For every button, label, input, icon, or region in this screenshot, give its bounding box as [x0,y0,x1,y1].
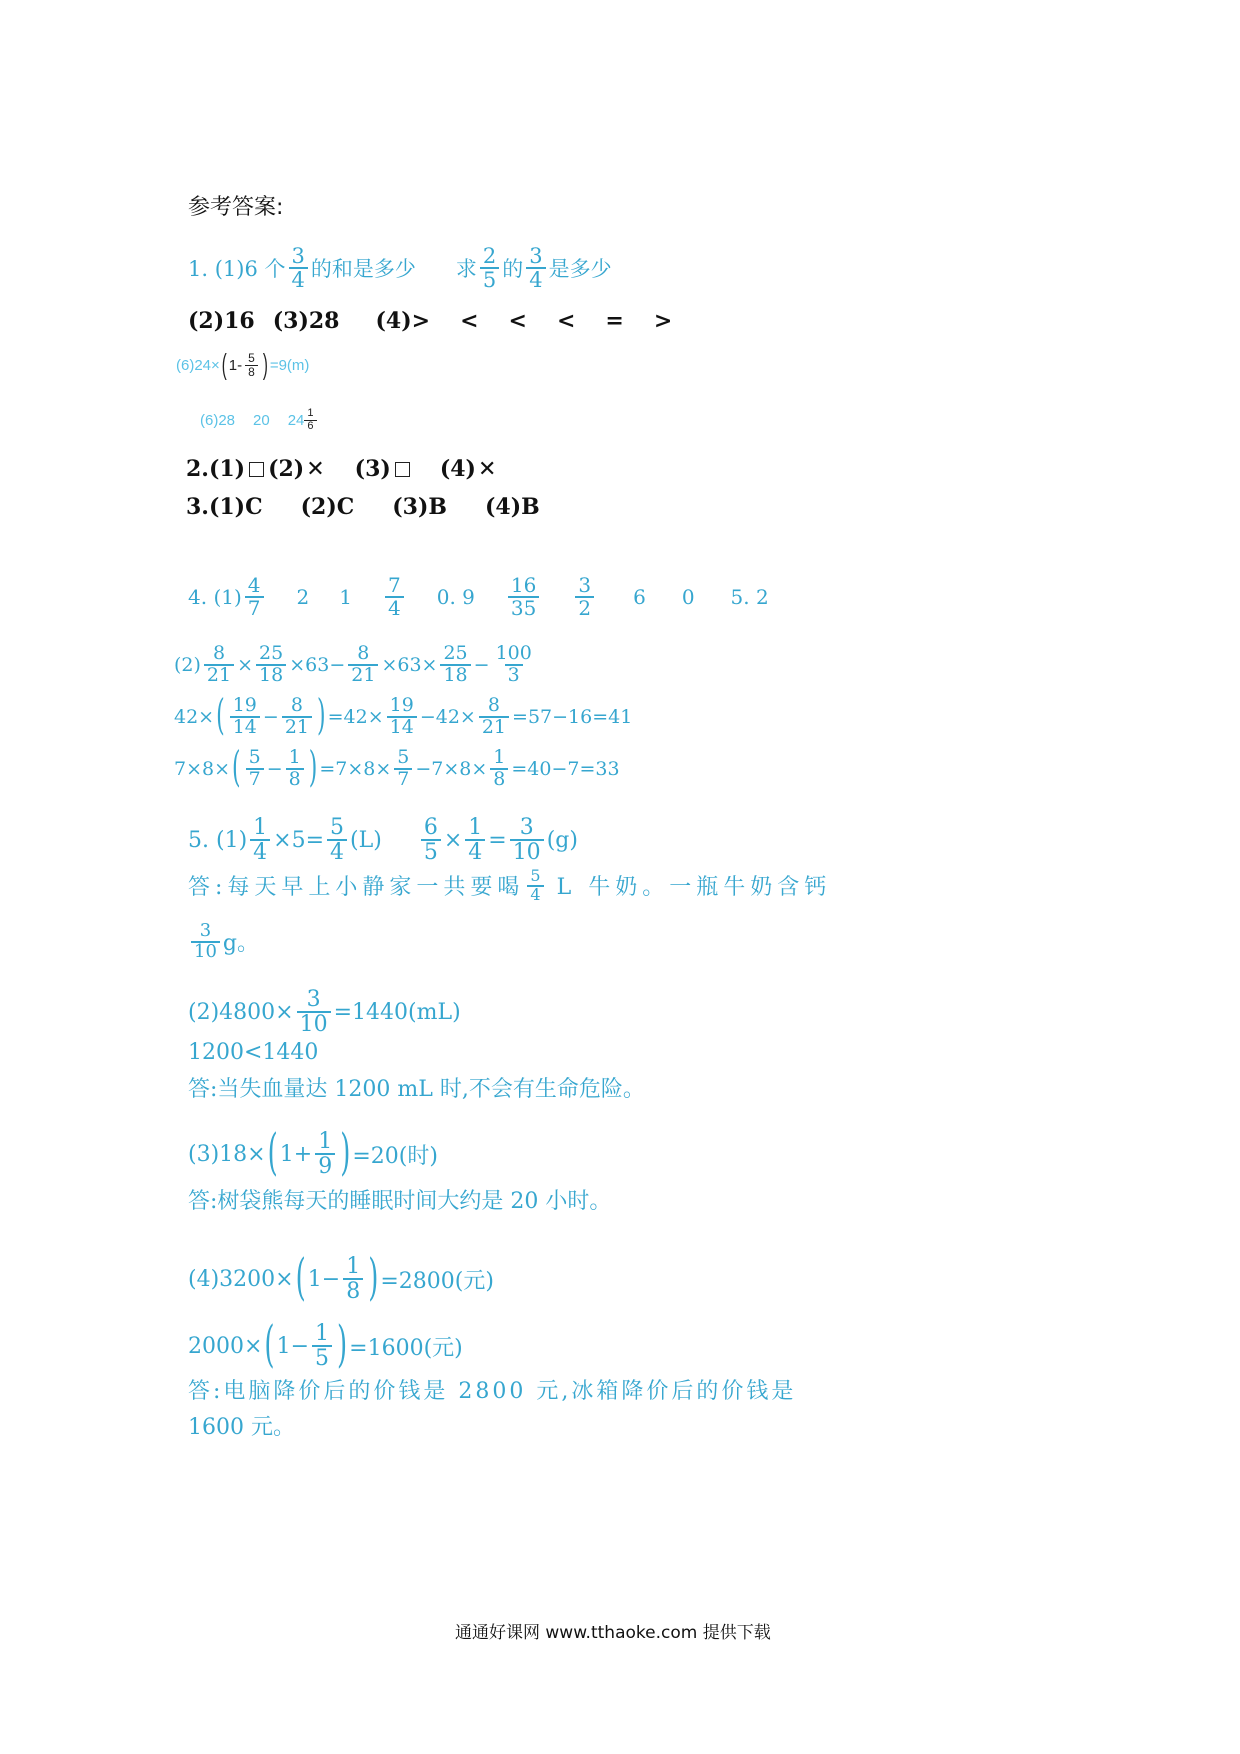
fraction: $\frac{7}{4}$ [385,575,404,619]
fraction: $\frac{25}{18}$ [256,644,286,686]
fraction: $\frac{8}{21}$ [348,644,378,686]
q5-p4-b: =2800(元) [380,1268,494,1294]
q2-3: (3) [354,456,391,482]
q2-2: (2) [268,456,305,482]
paren: ) [368,1250,379,1308]
fraction: $\frac{1}{8}$ [286,748,304,790]
q4-line2: (2) $\frac{8}{21}$ × $\frac{25}{18}$ ×63− $\frac{8}{21}$ ×63× $\frac{25}{18}$ − $\frac{100}{3}$ [174,644,538,686]
q1-ans-3: (3)28 [272,308,340,334]
q5-p2-a: (2)4800× [188,999,294,1025]
paren: ( [216,693,225,741]
q5-p4-d: =1600(元) [349,1335,463,1361]
q5-p4-inner2: 1− [276,1333,310,1359]
q1-sym: < [460,308,479,334]
q5-p3-answer: 答:树袋熊每天的睡眠时间大约是 20 小时。 [188,1189,612,1214]
q3-1: 3.(1)C [186,494,263,520]
q2-1: 2.(1) [186,456,246,482]
q4-l4-op: −7×8× [415,757,488,780]
fraction: $\frac{8}{21}$ [479,696,509,738]
paren: ( [267,1125,278,1183]
q4-l4-prefix: 7×8× [174,757,231,780]
q1-l1-prefix: 1. (1)6 个 [188,257,286,282]
q1-line3 [176,348,310,382]
fraction: $\frac{5}{7}$ [246,748,264,790]
q4-v: 5. 2 [730,585,769,609]
q4-l2-op: − [473,653,490,676]
q4-l3-prefix: 42× [174,705,215,728]
paren: ) [262,348,268,382]
q5-ans1-b: L 牛奶。一瓶牛奶含钙 [556,875,832,901]
paren: ( [264,1317,275,1375]
checkbox-icon [395,462,410,477]
q5-p4-line1 [188,1250,494,1308]
q4-l1-prefix: 4. (1) [188,585,242,609]
q1-l1-text4: 是多少 [548,257,612,282]
fraction: $\frac{2}{5}$ [480,245,499,291]
q4-l3-op: −42× [419,705,476,728]
q5-l1-unit2: (g) [546,827,578,853]
fraction: $\frac{3}{10}$ [510,816,544,864]
q1-line1 [188,245,612,291]
paren: ) [340,1125,351,1183]
fraction: $\frac{16}{35}$ [508,575,539,619]
fraction: $\frac{19}{14}$ [387,696,417,738]
q4-l4-result: =40−7=33 [511,757,620,780]
fraction: $\frac{1}{8}$ [490,748,508,790]
q5-l1-unit: (L) [350,827,382,853]
fraction: $\frac{3}{10}$ [191,922,220,962]
q5-p3-inner: 1+ [279,1141,313,1167]
fraction: $\frac{6}{5}$ [421,816,441,864]
fraction: $\frac{8}{21}$ [282,696,312,738]
q5-p4-answer1: 答:电脑降价后的价钱是 2800 元,冰箱降价后的价钱是 [188,1379,797,1404]
q4-v: 2 [296,585,310,609]
q5-p3-a: (3)18× [188,1141,266,1167]
fraction: $\frac{1}{5}$ [312,1322,332,1370]
q1-line4 [200,408,317,432]
fraction: $\frac{5}{7}$ [394,748,412,790]
paren: ( [221,348,227,382]
q5-p4-a: (4)3200× [188,1266,294,1292]
q5-ans1 [188,868,831,904]
q5-p4-answer2: 1600 元。 [188,1415,295,1440]
fraction: $\frac{19}{14}$ [230,696,260,738]
q1-l1-text3: 的 [502,257,524,282]
q5-ans1-a: 答:每天早上小静家一共要喝 [188,875,525,901]
paren: ( [295,1250,306,1308]
fraction: $\frac{25}{18}$ [440,644,470,686]
q4-l3-result: =57−16=41 [512,705,633,728]
q5-p3-b: =20(时) [352,1143,438,1169]
q5-l1-prefix: 5. (1) [188,827,248,853]
q4-l2-op: ×63− [289,653,346,676]
checkbox-icon [249,462,264,477]
q2-4: (4) [439,456,476,482]
q5-p2-b: =1440(mL) [333,999,461,1025]
fraction: $\frac{100}{3}$ [495,642,532,686]
q4-l2-op: ×63× [381,653,438,676]
q4-line4: 7×8× ( $\frac{5}{7}$ − $\frac{1}{8}$ ) =7×8× $\frac{5}{7}$ −7×8× $\frac{1}{8}$ =40−7=33 [174,745,620,793]
q5-p3-line [188,1125,438,1183]
q5-ans1-c: g。 [222,931,259,957]
q1-sym: < [556,308,576,334]
footer: 通通好课网 www.tthaoke.com 提供下载 [455,1623,771,1643]
q4-v: 0 [681,585,695,609]
q4-l3-op: =42× [327,705,384,728]
q4-v: 1 [339,585,352,609]
q3-4: (4)B [484,494,540,520]
fraction: $\frac{3}{2}$ [575,575,594,619]
q5-p4-line2 [188,1317,463,1375]
fraction: $\frac{5}{8}$ [245,352,258,378]
q1-l1-text: 的和是多少 [310,257,416,282]
q1-l3-result: =9(m) [269,356,310,374]
q1-sym: = [605,308,624,334]
q3-2: (2)C [300,494,355,520]
page-title: 参考答案: [188,195,284,220]
q1-line2 [188,308,672,334]
cross-icon: ✕ [306,456,325,482]
q5-l1-op: ×5= [273,827,325,853]
q4-l4-op: =7×8× [319,757,392,780]
q1-l4-c: 24 [287,411,305,429]
cross-icon: ✕ [477,456,497,482]
paren: ( [232,745,241,793]
q1-l3-prefix: (6)24× [176,356,220,374]
q2-line [186,456,496,482]
q4-v: 0. 9 [436,585,475,609]
q3-line [186,494,540,520]
paren: ) [308,745,318,793]
q1-l3-inner: 1- [228,356,243,374]
fraction: $\frac{3}{4}$ [526,245,545,291]
fraction: $\frac{1}{4}$ [465,816,485,864]
fraction: $\frac{5}{4}$ [327,816,347,864]
q1-sym: < [508,308,527,334]
q4-line3: 42× ( $\frac{19}{14}$ − $\frac{8}{21}$ ) =42× $\frac{19}{14}$ −42× $\frac{8}{21}$ =57−16=41 [174,693,633,741]
q5-ans1-cont [188,922,259,962]
q3-3: (3)B [392,494,447,520]
q1-l4-b: 20 [253,411,270,429]
fraction: $\frac{3}{10}$ [297,988,331,1036]
q5-p2-line [188,988,461,1036]
q1-ans-2: (2)16 [188,308,255,334]
paren: ) [317,693,326,741]
fraction: $\frac{4}{7}$ [245,575,264,619]
q5-line1: 5. (1) $\frac{1}{4}$ ×5= $\frac{5}{4}$ (L) $\frac{6}{5}$ × $\frac{1}{4}$ = $\frac{3}{10}$ (g) [188,815,578,866]
paren: ) [337,1317,348,1375]
fraction: $\frac{3}{4}$ [289,245,308,291]
q1-ans-4: (4)> [375,308,431,334]
fraction: $\frac{5}{4}$ [527,868,543,904]
q5-p2-answer: 答:当失血量达 1200 mL 时,不会有生命危险。 [188,1077,645,1102]
q4-v: 6 [633,585,646,609]
fraction: $\frac{1}{6}$ [304,408,316,432]
q1-l4-a: (6)28 [200,411,236,429]
fraction: $\frac{1}{4}$ [250,816,270,864]
fraction: $\frac{1}{8}$ [343,1255,363,1303]
q5-p2-compare: 1200<1440 [188,1040,319,1065]
q4-l2-prefix: (2) [174,653,201,676]
q1-sym: > [653,308,673,334]
q5-p4-c: 2000× [188,1333,263,1359]
q5-p4-inner: 1− [307,1266,341,1292]
fraction: $\frac{1}{9}$ [315,1130,335,1178]
q4-line1 [188,575,769,619]
fraction: $\frac{8}{21}$ [204,644,234,686]
q1-l1-text2: 求 [455,257,477,282]
